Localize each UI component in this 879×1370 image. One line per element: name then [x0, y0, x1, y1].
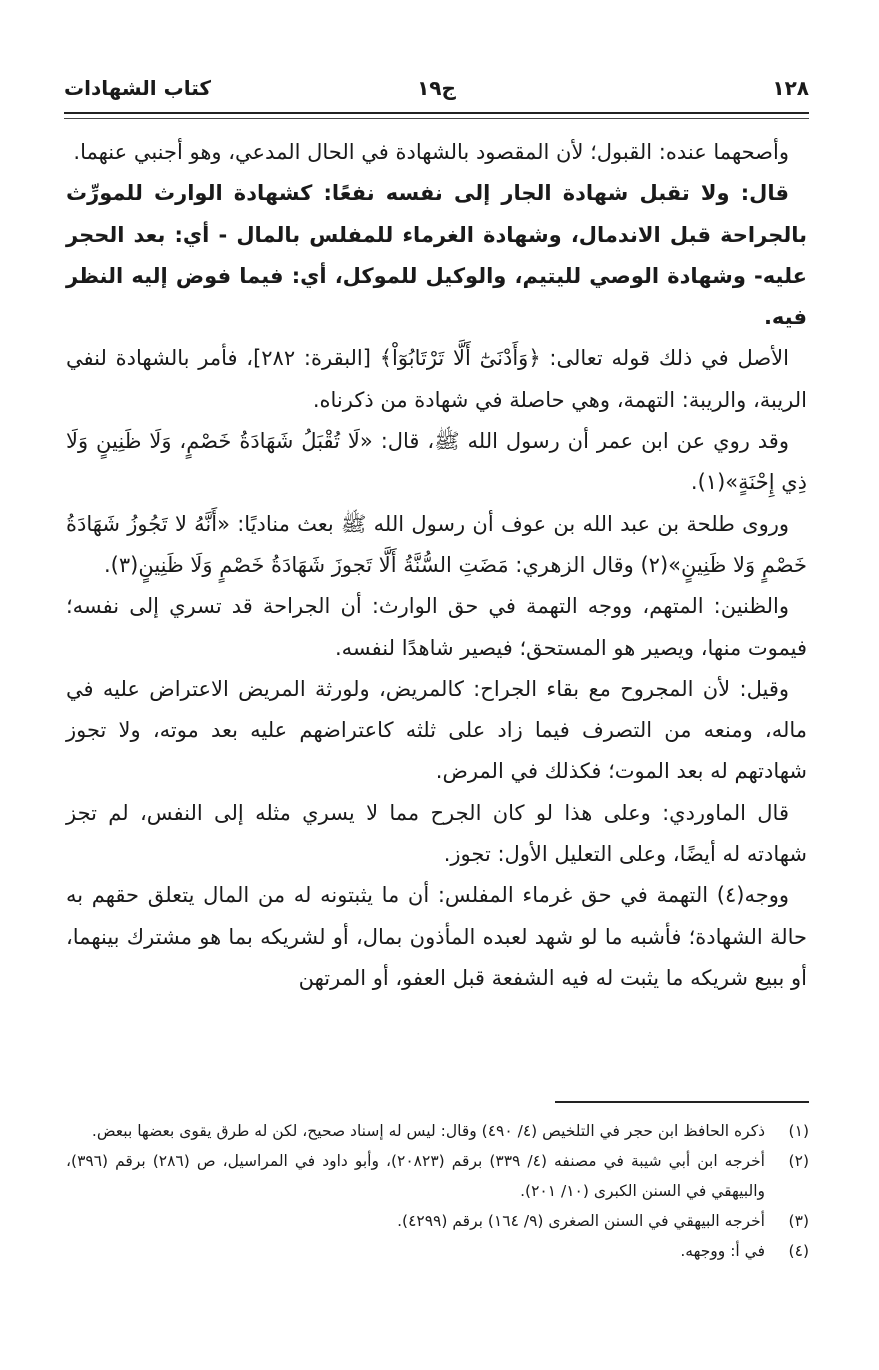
running-header [64, 68, 809, 108]
header-rule-thin [64, 118, 809, 119]
header-rule-thick [64, 112, 809, 114]
footnote-number: (٣) [788, 1212, 809, 1230]
footnote-separator [555, 1101, 809, 1103]
paragraph: وروى طلحة بن عبد الله بن عوف أن رسول الله ﷺ بعث مناديًا: «أَنَّهُ لا تَجُوزُ شَهَادَةُ خَصْمٍ وَلا ظَنِينٍ»(٢) وقال الزهري: مَضَتِ السُّنَّةُ أَلَّا تَجوزَ شَهَادَةُ خَصْمٍ وَلَا ظَنِينٍ(٣). [66, 511, 807, 577]
book-title: كتاب الشهادات [64, 76, 212, 100]
footnote-number: (٤) [788, 1242, 809, 1260]
volume-number: ج١٩ [417, 76, 456, 100]
paragraph: قال الماوردي: وعلى هذا لو كان الجرح مما لا يسري مثله إلى النفس، لم تجز شهادته له أيضًا، وعلى التعليل الأول: تجوز. [66, 800, 807, 867]
main-text [66, 132, 807, 999]
footnote [66, 1236, 809, 1266]
footnote-text: ذكره الحافظ ابن حجر في التلخيص (٤/ ٤٩٠) وقال: ليس له إسناد صحيح، لكن له طرق يقوى بعضها ببعض. [91, 1122, 765, 1140]
footnote-text: أخرجه البيهقي في السنن الصغرى (٩/ ١٦٤) برقم (٤٢٩٩). [397, 1212, 765, 1230]
paragraph: وقيل: لأن المجروح مع بقاء الجراح: كالمريض، ولورثة المريض الاعتراض عليه في ماله، ومنعه من التصرف فيما زاد على ثلثه كاعتراضهم عليه بعد موته، ولا تجوز شهادتهم له بعد الموت؛ فكذلك في المرض. [66, 676, 807, 784]
footnote [66, 1116, 809, 1146]
paragraph: والظنين: المتهم، ووجه التهمة في حق الوارث: أن الجراحة قد تسري إلى نفسه؛ فيموت منها، ويصير هو المستحق؛ فيصير شاهدًا لنفسه. [66, 594, 807, 660]
page-number: ١٢٨ [772, 76, 809, 100]
paragraph-matn: قال: ولا تقبل شهادة الجار إلى نفسه نفعًا: كشهادة الوارث للمورِّث بالجراحة قبل الاندمال، وشهادة الغرماء للمفلس بالمال - أي: بعد الحجر عليه- وشهادة الوصي لليتيم، والوكيل للموكل، أي: فيما فوض إليه النظر فيه. [66, 181, 807, 330]
footnote-number: (٢) [788, 1152, 809, 1170]
paragraph: الأصل في ذلك قوله تعالى: ﴿وَأَدْنَىٰٓ أَلَّا تَرْتَابُوٓاْ﴾ [البقرة: ٢٨٢]، فأمر بالشهادة لنفي الريبة، والريبة: التهمة، وهي حاصلة في شهادة من ذكرناه. [66, 346, 807, 412]
footnote [66, 1206, 809, 1236]
footnote-text: في أ: ووجهه. [680, 1242, 765, 1260]
footnote-text: أخرجه ابن أبي شيبة في مصنفه (٤/ ٣٣٩) برقم (٢٠٨٢٣)، وأبو داود في المراسيل، ص (٢٨٦) برقم (٣٩٦)، والبيهقي في السنن الكبرى (١٠/ ٢٠١). [66, 1152, 765, 1200]
paragraph: وأصحهما عنده: القبول؛ لأن المقصود بالشهادة في الحال المدعي، وهو أجنبي عنهما. [73, 140, 789, 164]
footnote [66, 1146, 809, 1206]
footnotes [66, 1116, 809, 1266]
paragraph: وقد روي عن ابن عمر أن رسول الله ﷺ، قال: «لَا تُقْبَلُ شَهَادَةُ خَصْمٍ، وَلَا ظَنِينٍ وَلَا ذِي إِحْنَةٍ»(١). [66, 429, 807, 495]
paragraph: ووجه(٤) التهمة في حق غرماء المفلس: أن ما يثبتونه له من المال يتعلق حقهم به حالة الشهادة؛ فأشبه ما لو شهد لعبده المأذون بمال، أو لشريكه بما هو مشترك بينهما، أو ببيع شريكه ما يثبت له فيه الشفعة قبل العفو، أو المرتهن [66, 883, 807, 990]
footnote-number: (١) [788, 1122, 809, 1140]
